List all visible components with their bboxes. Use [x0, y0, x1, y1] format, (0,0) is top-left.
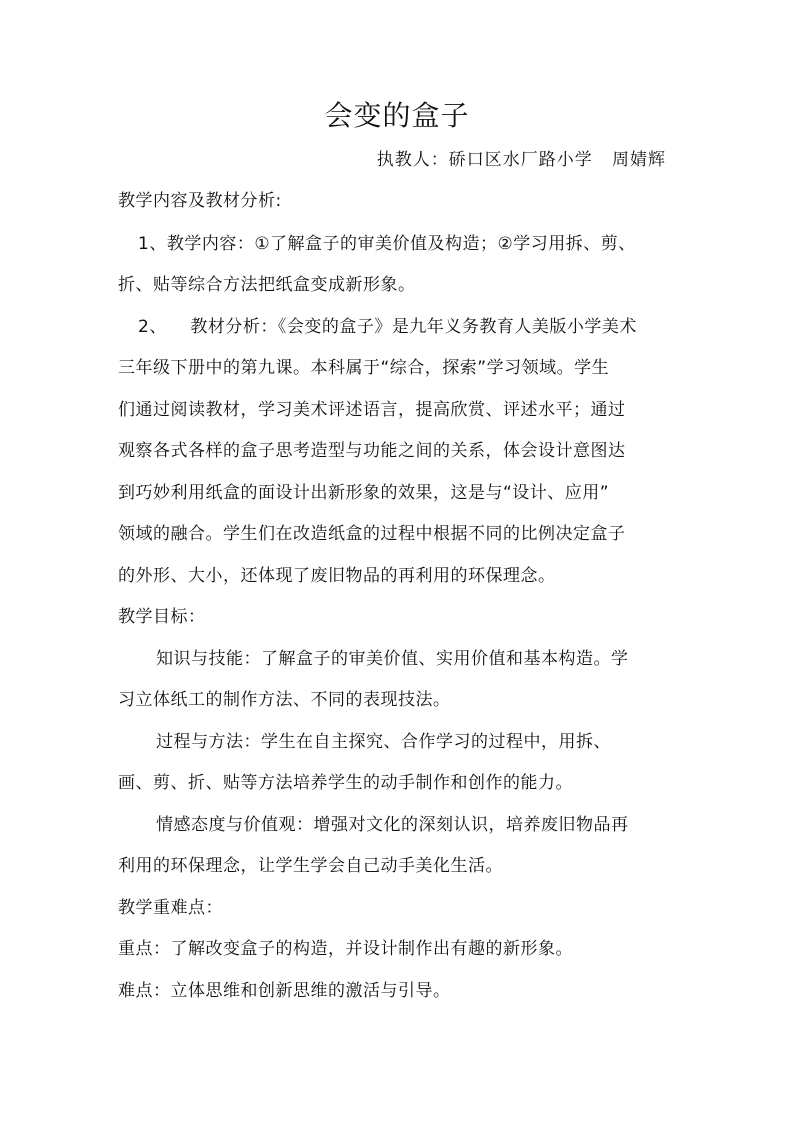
paragraph-line: 情感态度与价值观：增强对文化的深刻认识，培养废旧物品再 [156, 815, 629, 835]
paragraph-line: 折、贴等综合方法把纸盒变成新形象。 [118, 275, 416, 295]
section-heading-keypoints: 教学重难点： [118, 898, 223, 918]
section-heading-goals: 教学目标： [118, 607, 206, 627]
paragraph-line: 过程与方法：学生在自主探究、合作学习的过程中，用拆、 [156, 732, 611, 752]
keypoint-line: 重点：了解改变盒子的构造，并设计制作出有趣的新形象。 [118, 939, 573, 959]
paragraph-line: 的外形、大小，还体现了废旧物品的再利用的环保理念。 [118, 566, 556, 586]
paragraph-line: 2、 教材分析：《会变的盒子》是九年义务教育人美版小学美术 [138, 317, 637, 337]
paragraph-line: 观察各式各样的盒子思考造型与功能之间的关系，体会设计意图达 [118, 441, 626, 461]
paragraph-line: 知识与技能：了解盒子的审美价值、实用价值和基本构造。学 [156, 649, 629, 669]
paragraph-line: 画、剪、折、贴等方法培养学生的动手制作和创作的能力。 [118, 773, 573, 793]
paragraph-line: 到巧妙利用纸盒的面设计出新形象的效果，这是与“设计、应用” [118, 483, 610, 503]
author-line: 执教人：硚口区水厂路小学 周婧辉 [376, 150, 666, 170]
paragraph-line: 领域的融合。学生们在改造纸盒的过程中根据不同的比例决定盒子 [118, 524, 626, 544]
paragraph-line: 们通过阅读教材，学习美术评述语言，提高欣赏、评述水平；通过 [118, 400, 626, 420]
document-title: 会变的盒子 [324, 99, 470, 132]
paragraph-line: 习立体纸工的制作方法、不同的表现技法。 [118, 690, 451, 710]
section-heading-content: 教学内容及教材分析: [118, 191, 282, 211]
paragraph-line: 1、教学内容：①了解盒子的审美价值及构造；②学习用拆、剪、 [138, 234, 636, 254]
difficulty-line: 难点：立体思维和创新思维的激活与引导。 [118, 981, 451, 1001]
paragraph-line: 利用的环保理念，让学生学会自己动手美化生活。 [118, 856, 503, 876]
paragraph-line: 三年级下册中的第九课。本科属于“综合，探索”学习领域。学生 [118, 358, 610, 378]
